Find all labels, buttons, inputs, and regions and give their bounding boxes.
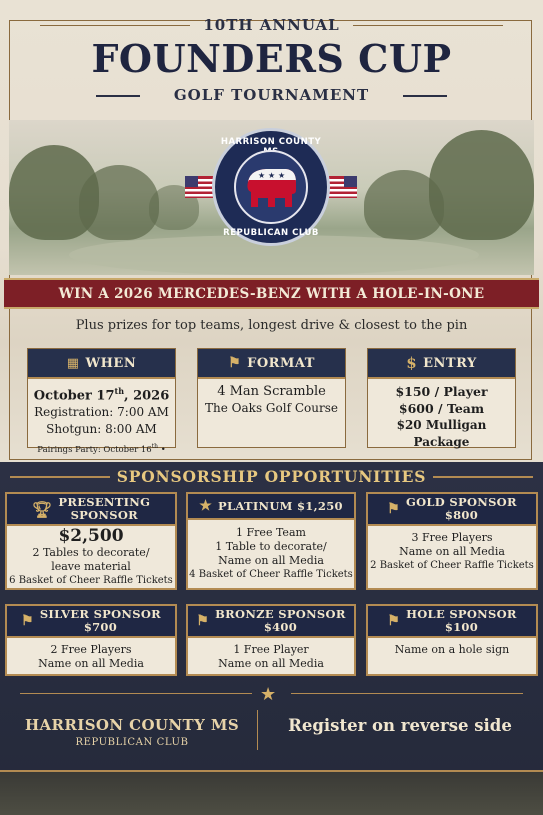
hole-in-one-banner: WIN A 2026 MERCEDES-BENZ WITH A HOLE-IN-ONE	[4, 278, 539, 309]
hole-label: HOLE SPONSOR $100	[406, 607, 517, 634]
divider	[257, 710, 258, 750]
team-price: $600 / Team	[398, 401, 485, 416]
emblem-top-text: HARRISON COUNTY	[220, 137, 322, 147]
emblem-bottom-text: REPUBLICAN CLUB	[223, 228, 319, 238]
bronze-header	[188, 606, 354, 638]
golf-flag-icon: ⚑	[228, 355, 242, 371]
svg-text:★: ★	[268, 171, 276, 180]
hole-sponsor-card	[366, 604, 538, 676]
tree	[364, 170, 444, 240]
entry-header	[368, 349, 515, 379]
hole-header	[368, 606, 536, 638]
elephant-badge	[234, 150, 308, 224]
pairings-party: Pairings Party: October 16th •	[37, 443, 166, 456]
silver-benefit: 2 Free Players	[50, 643, 132, 656]
player-price: $150 / Player	[395, 384, 488, 399]
format-box	[197, 348, 346, 448]
golf-flag-icon: ⚑	[387, 501, 400, 517]
gold-benefit: Name on all Media	[399, 545, 505, 558]
platinum-benefit: Name on all Media	[218, 554, 324, 567]
event-date: October 17th, 2026	[33, 386, 170, 404]
platinum-benefit: 4 Basket of Cheer Raffle Tickets	[189, 569, 353, 580]
prizes-text: Plus prizes for top teams, longest drive & closest to the pin	[75, 318, 468, 333]
registration-time: Registration: 7:00 AM	[34, 405, 169, 420]
platinum-benefit: 1 Table to decorate/	[215, 540, 327, 553]
register-note: Register on reverse side	[288, 716, 512, 735]
footer-ground	[0, 770, 543, 815]
gold-benefit: 3 Free Players	[411, 531, 493, 544]
when-label: WHEN	[85, 355, 137, 371]
golf-flag-icon: ⚑	[20, 613, 34, 629]
us-flag-icon	[327, 176, 357, 198]
us-flag-icon	[185, 176, 215, 198]
presenting-benefit: leave material	[51, 560, 131, 573]
silver-header	[7, 606, 175, 638]
shotgun-time: Shotgun: 8:00 AM	[46, 422, 157, 437]
sponsorship-title: SPONSORSHIP OPPORTUNITIES	[116, 467, 427, 486]
annual-label: 10TH ANNUAL	[203, 16, 340, 34]
gold-benefit: 2 Basket of Cheer Raffle Tickets	[370, 560, 534, 571]
calendar-icon: ▦	[66, 355, 80, 371]
event-title: FOUNDERS CUP	[91, 36, 452, 81]
divider	[20, 693, 252, 694]
golf-flag-icon: ⚑	[387, 613, 401, 629]
silver-benefit: Name on all Media	[38, 657, 144, 670]
divider	[291, 693, 523, 694]
footer-org-sub: REPUBLICAN CLUB	[75, 737, 189, 748]
gold-sponsor-card	[366, 492, 538, 590]
club-emblem	[212, 128, 330, 246]
hole-benefit: Name on a hole sign	[394, 643, 510, 656]
course-name: The Oaks Golf Course	[205, 401, 338, 415]
presenting-benefit: 6 Basket of Cheer Raffle Tickets	[9, 575, 173, 586]
svg-text:★: ★	[258, 171, 266, 180]
star-icon: ★	[260, 684, 277, 705]
when-header	[28, 349, 175, 379]
entry-label: ENTRY	[423, 355, 477, 371]
event-subtitle: GOLF TOURNAMENT	[173, 86, 370, 104]
trophy-icon: 🏆︎	[31, 499, 53, 519]
format-type: 4 Man Scramble	[217, 384, 326, 399]
presenting-header	[7, 494, 175, 526]
bronze-benefit: 1 Free Player	[233, 643, 309, 656]
gold-label: GOLD SPONSOR $800	[405, 495, 517, 522]
bronze-benefit: Name on all Media	[218, 657, 324, 670]
format-label: FORMAT	[247, 355, 315, 371]
svg-text:★: ★	[278, 171, 286, 180]
presenting-label: PRESENTING SPONSOR	[58, 495, 151, 522]
entry-box	[367, 348, 516, 448]
platinum-sponsor-card	[186, 492, 356, 590]
footer-org-name: HARRISON COUNTY MS	[24, 716, 240, 734]
star-icon: ★	[199, 498, 213, 514]
silver-sponsor-card	[5, 604, 177, 676]
presenting-sponsor-card	[5, 492, 177, 590]
golf-flag-icon: ⚑	[196, 613, 210, 629]
tree	[429, 130, 534, 240]
presenting-benefit: 2 Tables to decorate/	[32, 546, 150, 559]
platinum-label: PLATINUM $1,250	[218, 498, 343, 513]
gold-header	[368, 494, 536, 526]
dollar-icon: $	[406, 354, 418, 372]
platinum-benefit: 1 Free Team	[236, 526, 306, 539]
platinum-header	[188, 494, 354, 520]
mulligan-price: $20 Mulligan Package	[396, 418, 487, 449]
when-box	[27, 348, 176, 456]
presenting-price: $2,500	[58, 526, 124, 546]
bronze-sponsor-card	[186, 604, 356, 676]
format-header	[198, 349, 345, 379]
tree	[79, 165, 159, 240]
silver-label: SILVER SPONSOR $700	[39, 607, 162, 634]
elephant-icon	[236, 152, 306, 222]
bronze-label: BRONZE SPONSOR $400	[215, 607, 346, 634]
